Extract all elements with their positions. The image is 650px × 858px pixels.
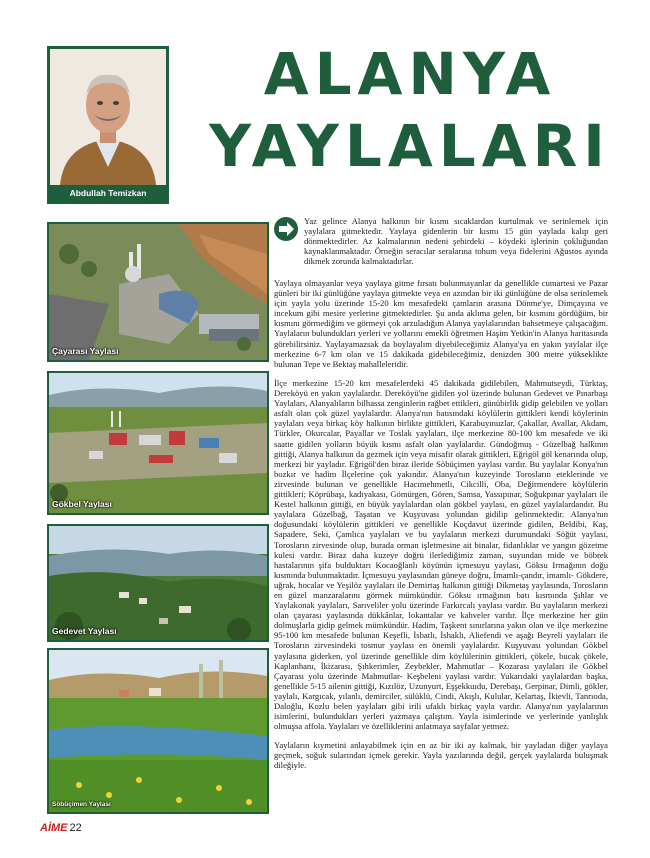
arrow-right-icon	[273, 216, 299, 242]
title-line-2: YAYLALARI	[209, 112, 611, 180]
paragraph-4: Yaylaların kıymetini anlayabilmek için en az bir iki ay kalmak, bir yayladan diğer yaylaya geçmek, soğuk sularından içmek gerekir. Yayla yazılarında değil, gerçek yaylalarda buluşmak dileğiyle.	[274, 740, 608, 771]
photo-sobucimen	[47, 648, 269, 814]
article-body	[274, 278, 608, 378]
photo-caption-1: Çayarası Yaylası	[52, 346, 119, 356]
author-photo	[47, 46, 169, 204]
page-footer	[40, 818, 82, 836]
page-number: 22	[69, 822, 82, 834]
article-body-2	[274, 378, 608, 780]
photo-caption-2: Gökbel Yaylası	[52, 499, 112, 509]
photo-gedevet	[47, 524, 269, 642]
intro-paragraph	[304, 216, 608, 275]
author-name: Abdullah Temizkan	[50, 185, 166, 201]
gokbel-festival-image	[49, 373, 267, 513]
paragraph-3: İlçe merkezine 15-20 km mesafelerdeki 45 dakikada gidilebilen, Mahmutseydi, Türktaş, Dereköyü en yakın yaylalardır. Dereköyü'ne gidilen yol üzerinde bulunan Gedevet ve Pınarbaşı Yaylaları, Alanyalıların bilhassa zenginlerin rağbet ettikleri, günübirlik gidip gelebilen ve yolları asfalt olan çok güzel yaylalardır. Alanya'nın batısındaki köylülerin gittikleri kendi köylerinin yaylaları veya birkaç köy halkının birlikte gittikleri, Karabuyınuzlar, Çakallar, Avallar, Akdam, Türkler, Okurcalar, Payallar ve Toslak yaylaları, ilçe merkezine 80-100 km mesafede ve iki saatte gidilen yolların büyük kısmı asfalt olan yaylalardır. Gündoğmuş - Güzelbağ halkının gittiği, Alanya halkının da gezmek için veya misafir olarak gittikleri, Eğrigöl göl kenarında olup, merkezi bir yayladır. Eğrigöl'den biraz ileride Söbüçimen yaylası vardır. Bu yaylalar Konya'nın bozkır ve hadim İlçelerine çok yakındır. Alanya'nın kuzeyinde Torosların eteklerinde ve zirvesinde bulunan ve genellikle Hacımehmetli, Cikcilli, Oba, Değirmendere köylülerin gittikleri; Köprübaşı, kadıyakası, Gömürgen, Gören, Samsa, Yassıpınar, Soğukpınar yaylaları ile Kestel halkının gittiği, en büyük yaylalardan olan gökbel yaylası, en güzel yaylalardandır. Bu yaylalara Güzelbağ, Taşatan ve Kuşyuvası yolundan gidilip gelinmektedir. Alanya'nın doğusundaki köylülerin gittikleri ve genellikle Koçdavut üzerinde gidilen, Beldibi, Kaş, Sapadere, Seki, Çamlıca yaylaları ve bu yaylaların merkezi durumundaki Söğüt yaylası, Torosların zirvesinde olup, burada orman işletmesine ait binalar, fidanlıklar ve yangın gözetme kulesi vardır. Biraz daha kuzeye doğru ilerlediğimiz zaman, suyundan mide ve böbrek hastalarının şifa bulduktarı Kocaoğlanlı köyünün içmesuyu yaylası, Göksu Irmağının doğu kısmında bulunmaktadır. İçmesuyu yaylasından güneye doğru, İmamlı-çandır, imamlı- Gökdere, uğrak, hocalar ve Yeşilöz yaylaları ile Demirtaş halkının gittiği Dikmetaş yaylasında, Torosların en güzel manzaralarını görmek mümkündür. Göksu ırmağının batı kısmında Şıhlar ve Yaylakonak yaylaları, Sarıveliler yolu üzerinde Farkırcalı yaylası vardır. Bu yaylaların merkezi olan çayarası yaylasında dükkânlar, lokantalar ve kahveler vardır. İlçe merkezine her gün dolmuşlarla gidip gelmek mümkündür. Hadim, Taşkent sınırlarına yakın olan ve ilçe merkezine 95-100 km mesafede bulunan Keşefli, İsbatlı, İshaklı, Aliefendi ve aşağı Beyreli yaylaları ile Torosların zirvesindeki tosmur yaylası en önemli yaylalardır. Kuşyuvası yolundan Gökbel yaylasına giderken, yol üzerinde genellikle dim köylülerinin gittikleri, çökele, bucak çökele, Kaplanhanı, İkizarası, Şıhkerimler, Zeybekler, Mahmutlar – Kozarası yaylaları ile Gökbel Çayarası yolu üzerinde Mahmutlar- Keşbeleni yaylası vardır. Yukarıdaki yaylalardan başka, genellikle 5-15 ailenin gittiği, Kızılöz, Uzunyurt, Eşşekkuıdu, Derebaşı, Gerpinar, Dimli, gökler, yaylalı, Kargıcak, yılanlı, demirciler, sülüklü, Cindi, Akışlı, Kulular, Kelartaş, İkievli, Tanrıoda, Daloğlu, Kozlu belen yaylaları gibi irili ufaklı birkaç yayla vardır. Alanya'nın yaylalarının isimlerini, bulundukları yerleri yazmaya çalıştım. Yayla isimlerinde ve yerlerinde yanlışlık olmuşsa affola. Yaylaları ve özelliklerini anlatmaya sayfalar yetmez.	[274, 378, 608, 732]
author-portrait-image	[50, 49, 166, 185]
photo-caption-4: Söbüçimen Yaylası	[52, 801, 111, 808]
photo-gokbel	[47, 371, 269, 515]
sobucimen-meadow-image	[49, 650, 267, 812]
photo-caption-3: Gedevet Yaylası	[52, 626, 117, 636]
article-title	[180, 38, 640, 182]
footer-brand: AİME	[40, 822, 68, 834]
intro-text: Yaz gelince Alanya halkının bir kısmı sıcaklardan kurtulmak ve serinlemek için yaylalara gitmektedir. Yaylaya gidenlerin bir kısmı 15 gün yaylada kalıp geri dönmektedirler. Az kalmalarının nedeni şehirdeki – köydeki işlerinin çokluğundan kaynaklanmaktadır. Örneğin seracılar seralarına tohum veya fidelerini Ağustos ayında dikmek zorunda kalmaktadırlar.	[304, 216, 608, 267]
paragraph-2: Yaylaya olmayanlar veya yaylaya gitme fırsatı bulunmayanlar da genellikle cumartesi ve Pazar günleri bir iki günlüğüne yaylaya gitmekte veya en azından bir iki günlüğüne de olsa serinlemek için yayla yolu üzerinde 15-20 km mesafedeki çamların arasına Dönme'ye, Dimçayına ve incekum gibi mesire yerlerine gitmektedirler. Şu anda aklıma gelen, bir kısmını gördüğüm, bir kısmını görmediğim ve görmeyi çok arzuladığım Alanya yaylalarından bahsetmeye çalışacağım. Yaylaların bulundukları yerleri ve yollarını emekli öğretmen Haşim Yetkin'in Alanya haritasında görebilirsiniz. Yaylayamazsak da boylayalım diyebileceğimiz Alanya'ya en yakın yaylalar ilçe merkezine 6-7 km olan ve 15 dakikada gidebileceğimiz, denizden 300 metre yükseklikte bulunan Tepe ve Bektaş mahalleleridir.	[274, 278, 608, 369]
gedevet-valley-image	[49, 526, 267, 640]
photo-cayarasi	[47, 222, 269, 362]
title-line-1: ALANYA	[263, 40, 557, 108]
cayarasi-aerial-image	[49, 224, 267, 360]
